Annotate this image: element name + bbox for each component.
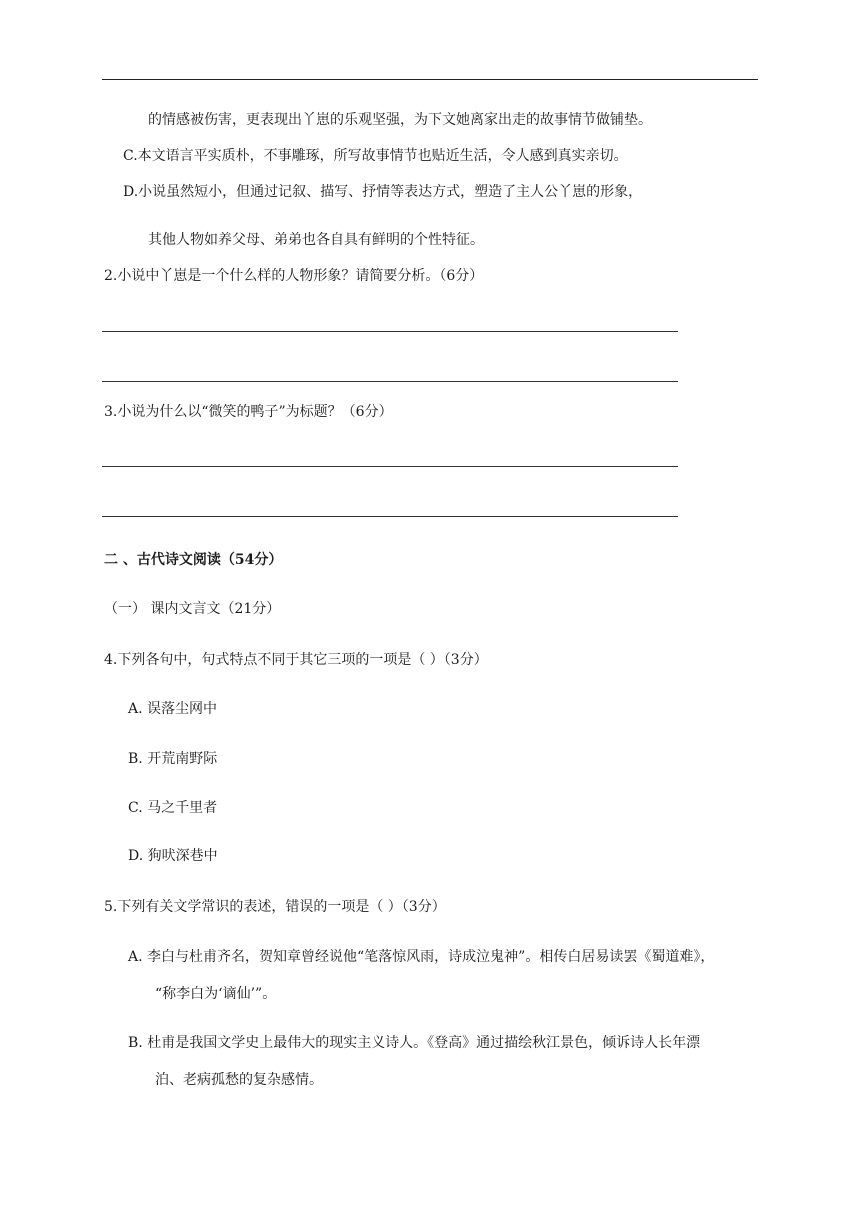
question-4: 4.下列各句中，句式特点不同于其它三项的一项是（ ）（3分） [104,652,488,668]
answer-line[interactable] [102,466,678,467]
q5-option-b-line2: 泊、老病孤愁的复杂感情。 [155,1072,323,1088]
q4-option-c: C. 马之千里者 [128,800,218,816]
q1-option-b-continued: 的情感被伤害，更表现出丫崽的乐观坚强，为下文她离家出走的故事情节做铺垫。 [148,112,652,128]
answer-line[interactable] [102,381,678,382]
q5-option-a-line1: A. 李白与杜甫齐名，贺知章曾经说他“笔落惊风雨，诗成泣鬼神”。相传白居易读罢《蜀道难》， [128,949,715,965]
question-5: 5.下列有关文学常识的表述，错误的一项是（ ）（3分） [104,899,446,915]
q4-option-b: B. 开荒南野际 [128,751,218,767]
subsection-heading: （一） 课内文言文（21分） [104,601,281,617]
answer-line[interactable] [102,516,678,517]
q4-option-d: D. 狗吠深巷中 [128,848,218,864]
section-heading: 二 、古代诗文阅读（54分） [104,552,283,568]
header-rule [102,79,758,80]
question-2: 2.小说中丫崽是一个什么样的人物形象？请简要分析。（6分） [104,268,484,284]
q1-option-d-line1: D.小说虽然短小，但通过记叙、描写、抒情等表达方式，塑造了主人公丫崽的形象， [123,184,643,200]
q4-option-a: A. 误落尘网中 [128,701,218,717]
q5-option-a-line2: “称李白为‘谪仙’”。 [155,986,277,1002]
q5-option-b-line1: B. 杜甫是我国文学史上最伟大的现实主义诗人。《登高》通过描绘秋江景色，倾诉诗人长年漂 [128,1035,701,1051]
q1-option-d-line2: 其他人物如养父母、弟弟也各自具有鲜明的个性特征。 [148,232,484,248]
question-3: 3.小说为什么以“微笑的鸭子”为标题？（6分） [104,404,393,420]
answer-line[interactable] [102,331,678,332]
q1-option-c: C.本文语言平实质朴，不事雕琢，所写故事情节也贴近生活，令人感到真实亲切。 [123,148,628,164]
